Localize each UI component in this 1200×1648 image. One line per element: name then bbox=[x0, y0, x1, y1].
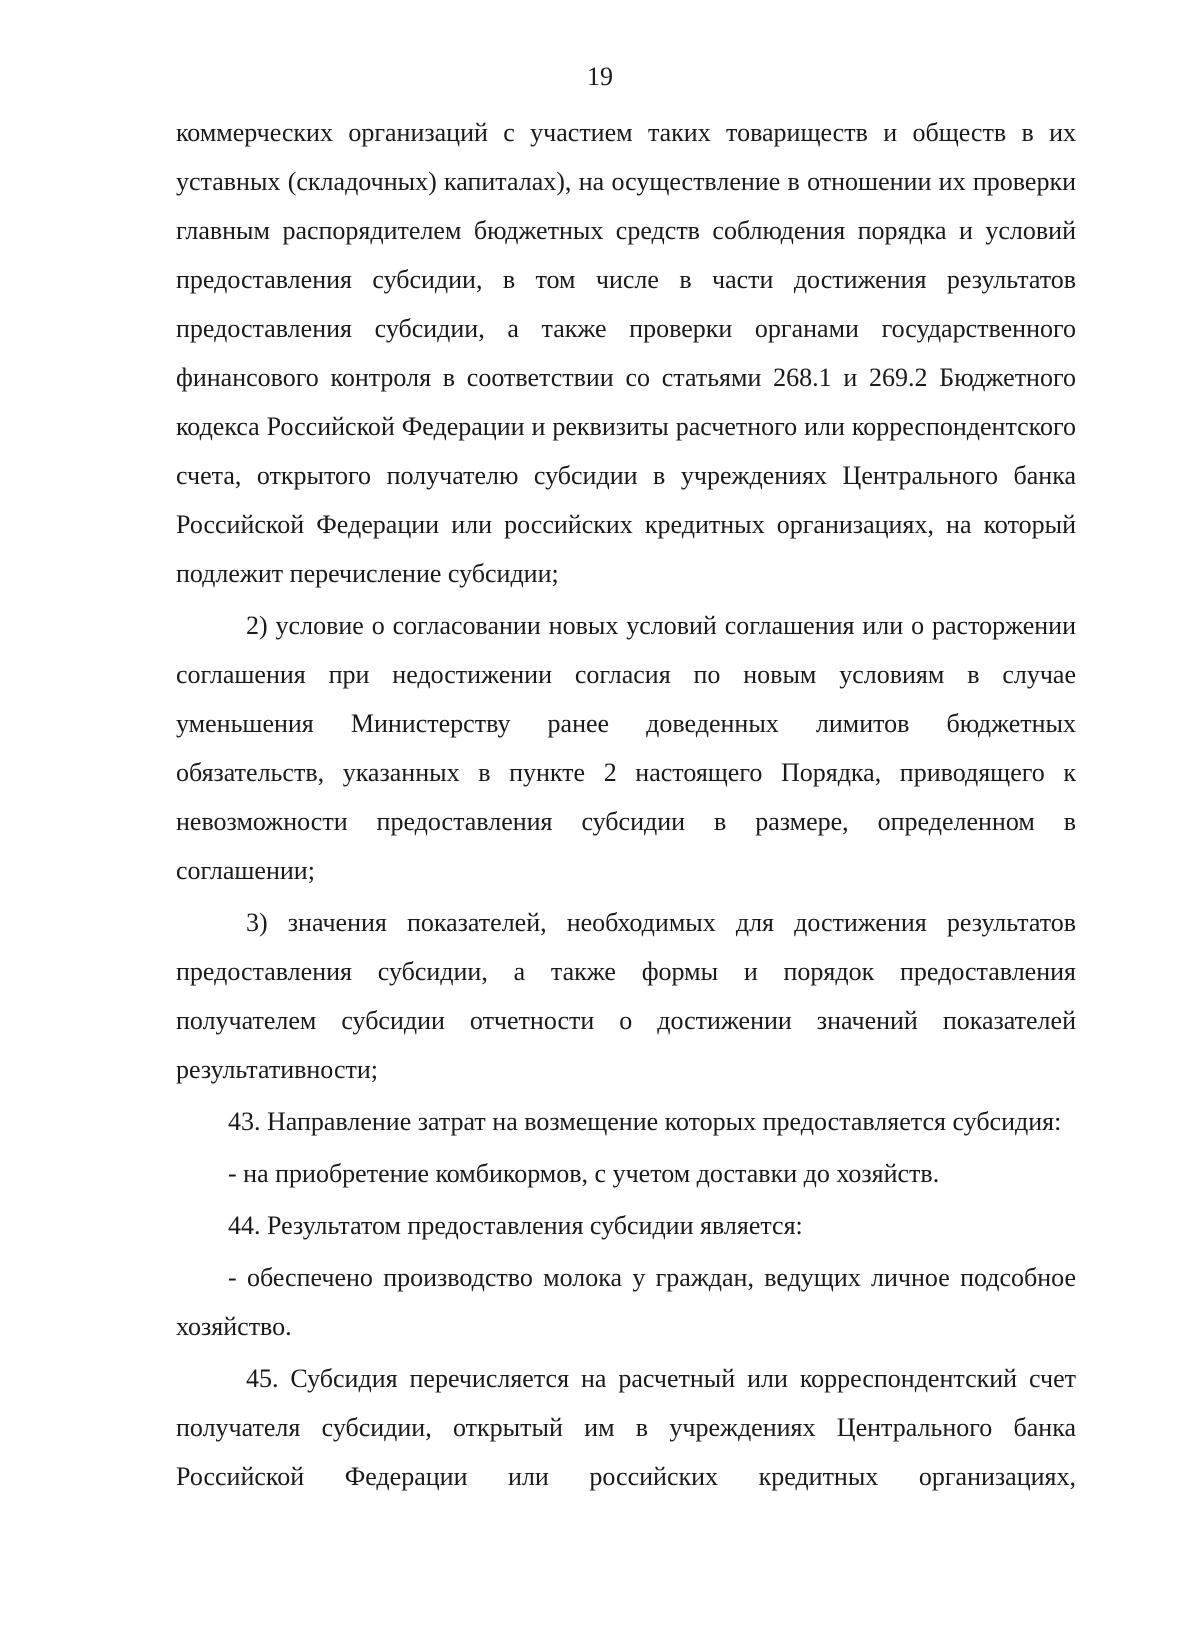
paragraph-44-item: - обеспечено производство молока у граждан, ведущих личное подсобное хозяйство. bbox=[176, 1263, 1076, 1341]
page-number: 19 bbox=[587, 62, 613, 91]
paragraph-45: 45. Субсидия перечисляется на расчетный или корреспондентский счет получателя субсидии, открытый им в учреждениях Центрального банка Российской Федерации или российских кредитных организациях, bbox=[176, 1364, 1076, 1491]
paragraph-item-3: 3) значения показателей, необходимых для достижения результатов предоставления субсидии, а также формы и порядок предоставления получателем субсидии отчетности о достижении значений показателей результативности; bbox=[176, 908, 1076, 1084]
paragraph-43: 43. Направление затрат на возмещение которых предоставляется субсидия: bbox=[228, 1107, 1062, 1136]
paragraph-continuation: коммерческих организаций с участием таких товариществ и обществ в их уставных (складочных) капиталах), на осуществление в отношении их проверки главным распорядителем бюджетных средств соблюдения порядка и условий предоставления субсидии, в том числе в части достижения результатов предоставления субсидии, а также проверки органами государственного финансового контроля в соответствии со статьями 268.1 и 269.2 Бюджетного кодекса Российской Федерации и реквизиты расчетного или корреспондентского счета, открытого получателю субсидии в учреждениях Центрального банка Российской Федерации или российских кредитных организациях, на который подлежит перечисление субсидии; bbox=[176, 118, 1076, 588]
paragraph-44: 44. Результатом предоставления субсидии является: bbox=[228, 1211, 803, 1240]
paragraph-43-item: - на приобретение комбикормов, с учетом доставки до хозяйств. bbox=[228, 1159, 940, 1188]
paragraph-item-2: 2) условие о согласовании новых условий соглашения или о расторжении соглашения при недостижении согласия по новым условиям в случае уменьшения Министерству ранее доведенных лимитов бюджетных обязательств, указанных в пункте 2 настоящего Порядка, приводящего к невозможности предоставления субсидии в размере, определенном в соглашении; bbox=[176, 611, 1076, 885]
document-body bbox=[176, 108, 1076, 1501]
